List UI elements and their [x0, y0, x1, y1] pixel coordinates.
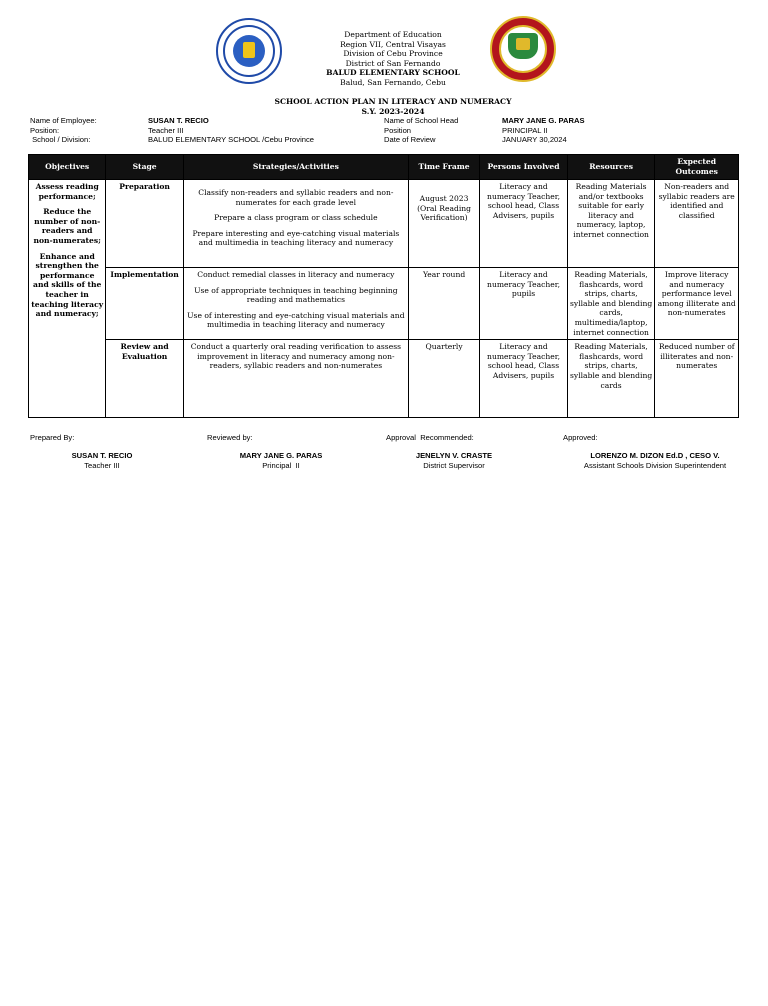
stage-cell: Implementation: [106, 268, 183, 340]
strategy-item: Classify non-readers and syllabic readers and non-numerates for each grade level: [198, 188, 394, 207]
recommended-name: JENELYN V. CRASTE: [415, 451, 493, 460]
title-line-1: SCHOOL ACTION PLAN IN LITERACY AND NUMERACY: [274, 97, 512, 106]
recommended-label: Approval Recommended:: [386, 433, 474, 442]
stage-cell: Review and Evaluation: [106, 340, 183, 418]
division-value: BALUD ELEMENTARY SCHOOL /Cebu Province: [148, 135, 314, 144]
time-frame-cell: Year round: [408, 268, 479, 340]
strategy-item: Use of appropriate techniques in teaching beginning reading and mathematics: [194, 285, 398, 305]
objective-1: Assess reading performance;: [35, 182, 99, 201]
employee-label: Name of Employee:: [30, 116, 97, 125]
school-seal-logo: [490, 16, 556, 82]
approved-name: LORENZO M. DIZON Ed.D , CESO V.: [590, 451, 720, 460]
school-name: BALUD ELEMENTARY SCHOOL: [326, 68, 460, 78]
strategies-cell: [183, 340, 408, 418]
column-header: Time Frame: [408, 155, 479, 180]
table-row: [29, 268, 739, 340]
resources-cell: Reading Materials, flashcards, word strips, charts, syllable and blending cards, multimedia/laptop, internet connection: [567, 268, 655, 340]
head-position-value: PRINCIPAL II: [502, 126, 548, 135]
prepared-by-label: Prepared By:: [30, 433, 75, 442]
objectives-cell: [29, 180, 106, 418]
letterhead-line: Balud, San Fernando, Cebu: [340, 77, 446, 87]
reviewed-by-label: Reviewed by:: [207, 433, 253, 442]
head-position-label: Position: [384, 126, 412, 135]
table-row: [29, 340, 739, 418]
time-frame-text: August 2023 (Oral Reading Verification): [417, 194, 472, 223]
school-head-label: Name of School Head: [384, 116, 459, 125]
column-header: Expected Outcomes: [655, 155, 739, 180]
time-frame-cell: Quarterly: [408, 340, 479, 418]
strategy-item: Prepare interesting and eye-catching visual materials and multimedia in teaching literacy and numeracy: [192, 228, 400, 248]
recommended-role: District Supervisor: [423, 461, 485, 470]
persons-cell: Literacy and numeracy Teacher, school head, Class Advisers, pupils: [480, 340, 568, 418]
letterhead: [300, 30, 486, 88]
column-header: Stage: [106, 155, 183, 180]
strategy-item: Conduct a quarterly oral reading verification to assess improvement in literacy and numeracy among non-readers, syllabic readers and non-numerates: [190, 342, 401, 371]
persons-cell: Literacy and numeracy Teacher, pupils: [480, 268, 568, 340]
time-frame-cell: [408, 180, 479, 268]
letterhead-line: Department of Education: [344, 30, 442, 39]
column-header: Objectives: [29, 155, 106, 180]
objective-3: Enhance and strengthen the performance and skills of the teacher in teaching literacy and numeracy;: [31, 251, 104, 319]
table-row: [29, 180, 739, 268]
reviewed-name: MARY JANE G. PARAS: [239, 451, 323, 460]
action-plan-table: [28, 154, 739, 418]
outcomes-cell: Non-readers and syllabic readers are identified and classified: [655, 180, 739, 268]
column-header: Persons Involved: [480, 155, 568, 180]
approved-role: Assistant Schools Division Superintendent: [583, 461, 727, 470]
resources-cell: Reading Materials and/or textbooks suitable for early literacy and numeracy, laptop, internet connection: [567, 180, 655, 268]
strategy-item: Conduct remedial classes in literacy and numeracy: [197, 270, 395, 279]
letterhead-line: Division of Cebu Province: [343, 49, 443, 59]
position-label: Position:: [30, 126, 60, 135]
strategy-item: Prepare a class program or class schedule: [214, 213, 378, 223]
column-header: Strategies/Activities: [183, 155, 408, 180]
school-head-value: MARY JANE G. PARAS: [502, 116, 585, 125]
approved-label: Approved:: [563, 433, 598, 442]
outcomes-cell: Improve literacy and numeracy performance level among illiterate and non-numerates: [655, 268, 739, 340]
persons-cell: Literacy and numeracy Teacher, school head, Class Advisers, pupils: [480, 180, 568, 268]
letterhead-line: Region VII, Central Visayas: [340, 39, 446, 49]
deped-seal-logo: [216, 18, 282, 84]
reviewed-role: Principal II: [262, 461, 300, 470]
strategies-cell: [183, 268, 408, 340]
title-line-2: S.Y. 2023-2024: [361, 107, 425, 116]
stage-cell: Preparation: [106, 180, 183, 268]
division-label: School / Division:: [30, 135, 91, 144]
strategies-cell: [183, 180, 408, 268]
review-date-value: JANUARY 30,2024: [502, 135, 567, 144]
strategy-item: Use of interesting and eye-catching visual materials and multimedia in teaching literacy and numeracy: [187, 310, 405, 330]
document-title: [200, 97, 586, 117]
outcomes-cell: Reduced number of illiterates and non-numerates: [655, 340, 739, 418]
resources-cell: Reading Materials, flashcards, word strips, charts, syllable and blending cards: [567, 340, 655, 418]
objective-2: Reduce the number of non-readers and non-numerates;: [33, 207, 101, 245]
letterhead-line: District of San Fernando: [345, 58, 441, 68]
prepared-name: SUSAN T. RECIO: [71, 451, 133, 460]
review-date-label: Date of Review: [384, 135, 436, 144]
table-header-row: [29, 155, 739, 180]
employee-value: SUSAN T. RECIO: [148, 116, 209, 125]
column-header: Resources: [567, 155, 655, 180]
position-value: Teacher III: [148, 126, 184, 135]
prepared-role: Teacher III: [84, 461, 120, 470]
